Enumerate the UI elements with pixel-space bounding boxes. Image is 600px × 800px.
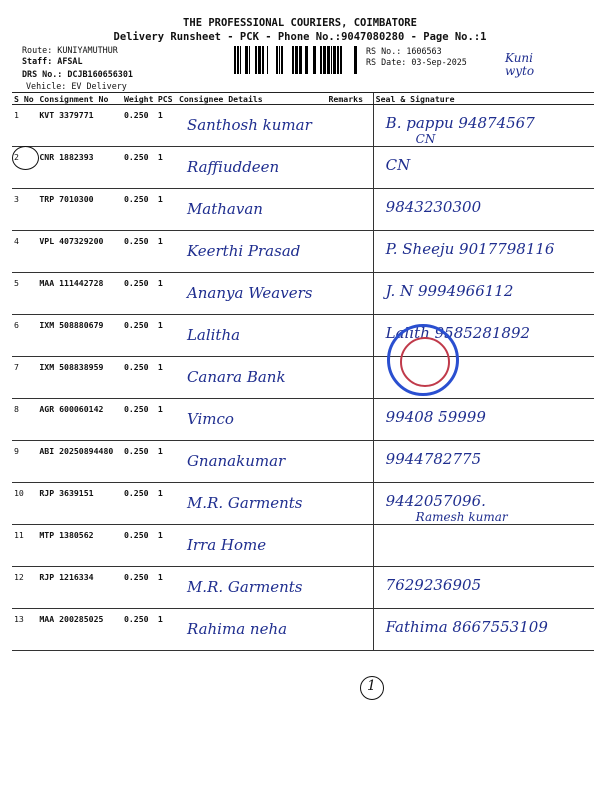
row-remarks [327, 525, 374, 567]
table-row [12, 441, 594, 483]
row-signature [373, 609, 594, 651]
vehicle-label: Vehicle: EV Delivery [26, 81, 127, 91]
route-label: Route: KUNIYAMUTHUR [22, 45, 118, 55]
col-weight: Weight [122, 93, 156, 105]
row-remarks [327, 231, 374, 273]
consignee-handwriting: Irra Home [186, 536, 267, 554]
consignee-handwriting: Keerthi Prasad [186, 242, 301, 260]
barcode [234, 46, 362, 74]
row-consignee [177, 315, 327, 357]
col-pcs: PCS [156, 93, 177, 105]
barcode-bar [295, 46, 298, 74]
signature-extra: Ramesh kumar [415, 510, 508, 524]
col-sno: S No [12, 93, 37, 105]
row-pcs: 1 [156, 189, 177, 231]
barcode-bar [305, 46, 308, 74]
barcode-bar [281, 46, 283, 74]
consignee-handwriting: Mathavan [186, 200, 263, 218]
table-row [12, 483, 594, 525]
rs-date: RS Date: 03-Sep-2025 [366, 57, 467, 67]
barcode-bar [245, 46, 248, 74]
row-pcs: 1 [156, 399, 177, 441]
row-remarks [327, 357, 374, 399]
page-mark-circle [360, 676, 384, 700]
corner-handwritten-note: Kuni wyto [505, 51, 535, 78]
row-consignment: AGR 600060142 [37, 399, 122, 441]
row-signature [373, 105, 594, 147]
row-consignee [177, 441, 327, 483]
row-remarks [327, 189, 374, 231]
signature-handwriting: CN [385, 156, 411, 174]
barcode-bar [333, 46, 336, 74]
row-consignment: MAA 200285025 [37, 609, 122, 651]
signature-handwriting: 9442057096. [385, 492, 486, 510]
barcode-bar [292, 46, 294, 74]
col-seal-signature: Seal & Signature [373, 93, 594, 105]
row-consignee [177, 567, 327, 609]
row-remarks [327, 567, 374, 609]
table-row [12, 315, 594, 357]
barcode-bar [299, 46, 302, 74]
barcode-bar [267, 46, 268, 74]
row-weight: 0.250 [122, 399, 156, 441]
signature-handwriting: B. pappu 94874567 [385, 114, 535, 132]
barcode-bar [279, 46, 280, 74]
row-pcs: 1 [156, 231, 177, 273]
row-pcs: 1 [156, 567, 177, 609]
row-pcs: 1 [156, 273, 177, 315]
consignee-handwriting: Canara Bank [186, 368, 286, 386]
row-consignment: MAA 111442728 [37, 273, 122, 315]
row-weight: 0.250 [122, 273, 156, 315]
barcode-bar [237, 46, 239, 74]
runsheet-subtitle: Delivery Runsheet - PCK - Phone No.:9047080280 - Page No.:1 [113, 31, 487, 43]
consignee-handwriting: Raffiuddeen [186, 158, 280, 176]
consignee-handwriting: Gnanakumar [186, 452, 286, 470]
row-weight: 0.250 [122, 441, 156, 483]
row-signature [373, 483, 594, 525]
row-sno: 1 [12, 105, 37, 147]
barcode-bar [354, 46, 357, 74]
row-remarks [327, 315, 374, 357]
signature-handwriting: 9944782775 [385, 450, 482, 468]
row-sno: 8 [12, 399, 37, 441]
drs-number: DRS No.: DCJB160656301 [22, 69, 133, 79]
row-consignee [177, 147, 327, 189]
row-remarks [327, 399, 374, 441]
row-consignment: TRP 7010300 [37, 189, 122, 231]
row-consignee [177, 483, 327, 525]
barcode-bar [255, 46, 257, 74]
row-consignment: IXM 508880679 [37, 315, 122, 357]
table-row [12, 273, 594, 315]
row-weight: 0.250 [122, 483, 156, 525]
row-pcs: 1 [156, 147, 177, 189]
barcode-bar [340, 46, 342, 74]
row-consignee [177, 231, 327, 273]
signature-handwriting: Fathima 8667553109 [385, 618, 548, 636]
signature-handwriting: J. N 9994966112 [385, 282, 514, 300]
row-sno: 7 [12, 357, 37, 399]
row-sno: 10 [12, 483, 37, 525]
row-consignee [177, 273, 327, 315]
row-remarks [327, 609, 374, 651]
consignee-handwriting: Rahima neha [186, 620, 288, 638]
row-signature [373, 147, 594, 189]
col-consignee: Consignee Details [177, 93, 327, 105]
row-remarks [327, 483, 374, 525]
row-weight: 0.250 [122, 357, 156, 399]
row-consignee [177, 525, 327, 567]
row-sno: 12 [12, 567, 37, 609]
row-signature [373, 399, 594, 441]
barcode-bar [258, 46, 261, 74]
row-consignment: IXM 508838959 [37, 357, 122, 399]
row-sno: 3 [12, 189, 37, 231]
consignee-handwriting: M.R. Garments [186, 578, 303, 596]
row-consignee [177, 609, 327, 651]
signature-handwriting: 9843230300 [385, 198, 482, 216]
row-remarks [327, 105, 374, 147]
row-consignment: RJP 1216334 [37, 567, 122, 609]
row-weight: 0.250 [122, 525, 156, 567]
row-signature [373, 525, 594, 567]
signature-handwriting: 99408 59999 [385, 408, 486, 426]
row-consignment: MTP 1380562 [37, 525, 122, 567]
row-consignee [177, 189, 327, 231]
row-signature [373, 231, 594, 273]
signature-extra: CN [415, 132, 436, 146]
row-pcs: 1 [156, 483, 177, 525]
signature-handwriting: P. Sheeju 9017798116 [385, 240, 555, 258]
row-signature [373, 189, 594, 231]
table-row [12, 231, 594, 273]
barcode-bar [313, 46, 316, 74]
table-row [12, 567, 594, 609]
table-row [12, 357, 594, 399]
row-remarks [327, 273, 374, 315]
table-header-row [12, 93, 594, 105]
consignee-handwriting: Vimco [186, 410, 234, 428]
row-weight: 0.250 [122, 315, 156, 357]
company-title: THE PROFESSIONAL COURIERS, COIMBATORE [183, 17, 417, 29]
table-row [12, 525, 594, 567]
row-weight: 0.250 [122, 189, 156, 231]
row-sno: 9 [12, 441, 37, 483]
table-row [12, 399, 594, 441]
barcode-bar [234, 46, 236, 74]
row-weight: 0.250 [122, 147, 156, 189]
barcode-bar [262, 46, 264, 74]
row-weight: 0.250 [122, 609, 156, 651]
table-row [12, 189, 594, 231]
row-consignment: VPL 407329200 [37, 231, 122, 273]
signature-handwriting: 7629236905 [385, 576, 482, 594]
barcode-bar [249, 46, 250, 74]
row-pcs: 1 [156, 357, 177, 399]
consignee-handwriting: Santhosh kumar [186, 116, 312, 134]
row-sno: 5 [12, 273, 37, 315]
barcode-bar [240, 46, 241, 74]
signature-handwriting: Lalith 9585281892 [385, 324, 531, 342]
row-signature [373, 567, 594, 609]
row-sno: 11 [12, 525, 37, 567]
row-consignee [177, 357, 327, 399]
page-mark: 1 [367, 678, 376, 694]
staff-label: Staff: AFSAL [22, 56, 83, 66]
row-consignment: KVT 3379771 [37, 105, 122, 147]
col-consignment: Consignment No [37, 93, 122, 105]
row-consignee [177, 399, 327, 441]
row-pcs: 1 [156, 315, 177, 357]
consignee-handwriting: M.R. Garments [186, 494, 303, 512]
consignee-handwriting: Ananya Weavers [186, 284, 313, 302]
row-weight: 0.250 [122, 567, 156, 609]
consignee-handwriting: Lalitha [186, 326, 241, 344]
circled-row-mark [12, 146, 39, 170]
row-signature [373, 441, 594, 483]
runsheet-table [12, 92, 594, 651]
row-consignment: RJP 3639151 [37, 483, 122, 525]
row-pcs: 1 [156, 105, 177, 147]
barcode-bar [331, 46, 332, 74]
row-consignee [177, 105, 327, 147]
row-signature [373, 273, 594, 315]
barcode-bar [337, 46, 339, 74]
row-weight: 0.250 [122, 105, 156, 147]
row-consignment: CNR 1882393 [37, 147, 122, 189]
barcode-bar [327, 46, 330, 74]
table-row [12, 147, 594, 189]
row-sno: 4 [12, 231, 37, 273]
barcode-bar [276, 46, 278, 74]
row-remarks [327, 147, 374, 189]
row-remarks [327, 441, 374, 483]
row-sno: 6 [12, 315, 37, 357]
table-row [12, 105, 594, 147]
company-stamp [387, 324, 459, 396]
barcode-bar [323, 46, 326, 74]
row-pcs: 1 [156, 441, 177, 483]
row-weight: 0.250 [122, 231, 156, 273]
row-pcs: 1 [156, 609, 177, 651]
row-sno: 2 [12, 147, 37, 189]
row-sno: 13 [12, 609, 37, 651]
row-consignment: ABI 20250894480 [37, 441, 122, 483]
table-row [12, 609, 594, 651]
col-remarks: Remarks [327, 93, 374, 105]
barcode-bar [320, 46, 322, 74]
row-pcs: 1 [156, 525, 177, 567]
rs-number: RS No.: 1606563 [366, 46, 442, 56]
